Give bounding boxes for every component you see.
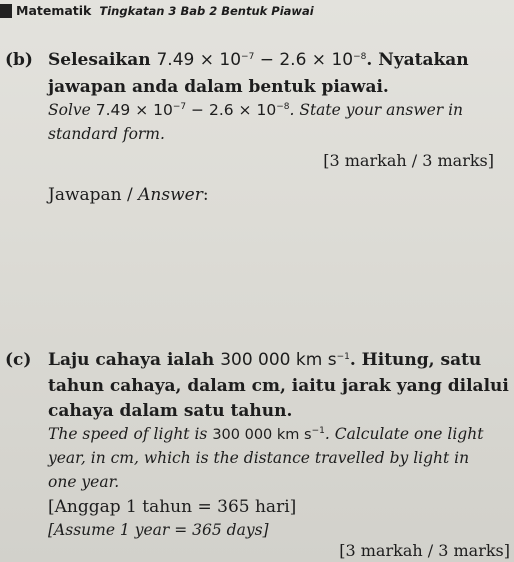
question-c-english-line1: The speed of light is 300 000 km $s^{-1}$. Calculate one light	[48, 425, 484, 443]
question-b-english-line2: standard form.	[48, 125, 165, 143]
question-b-label: (b)	[5, 50, 33, 70]
question-c-english-line3: one year.	[48, 473, 120, 491]
question-c-label: (c)	[5, 350, 32, 370]
question-c-assume-english: [Assume 1 year = 365 days]	[48, 521, 269, 539]
question-c-malay-line1: Laju cahaya ialah 300 000 km $s^{-1}$. Hitung, satu	[48, 350, 482, 370]
question-c-marks: [3 markah / 3 marks]	[339, 541, 510, 560]
question-c-malay-line3: cahaya dalam satu tahun.	[48, 401, 293, 421]
header-marker	[0, 4, 12, 18]
question-c-assume-malay: [Anggap 1 tahun = 365 hari]	[48, 497, 297, 517]
question-c-english-line2: year, in cm, which is the distance travelled by light in	[48, 449, 470, 467]
page-header	[0, 3, 314, 18]
header-subject: Matematik	[16, 3, 92, 18]
question-b-marks: [3 markah / 3 marks]	[323, 151, 494, 170]
question-b-malay-line1: Selesaikan $7.49 \times 10^{-7} - 2.6 \times 10^{-8}$. Nyatakan	[48, 50, 469, 70]
answer-label: Jawapan / Answer:	[48, 185, 209, 205]
question-b-malay-line2: jawapan anda dalam bentuk piawai.	[48, 77, 389, 97]
question-c-malay-line2: tahun cahaya, dalam cm, iaitu jarak yang dilalui	[48, 376, 509, 396]
question-b-english-line1: Solve $7.49 \times 10^{-7} - 2.6 \times 10^{-8}$. State your answer in	[48, 101, 464, 119]
header-chapter: Tingkatan 3 Bab 2 Bentuk Piawai	[99, 4, 314, 18]
